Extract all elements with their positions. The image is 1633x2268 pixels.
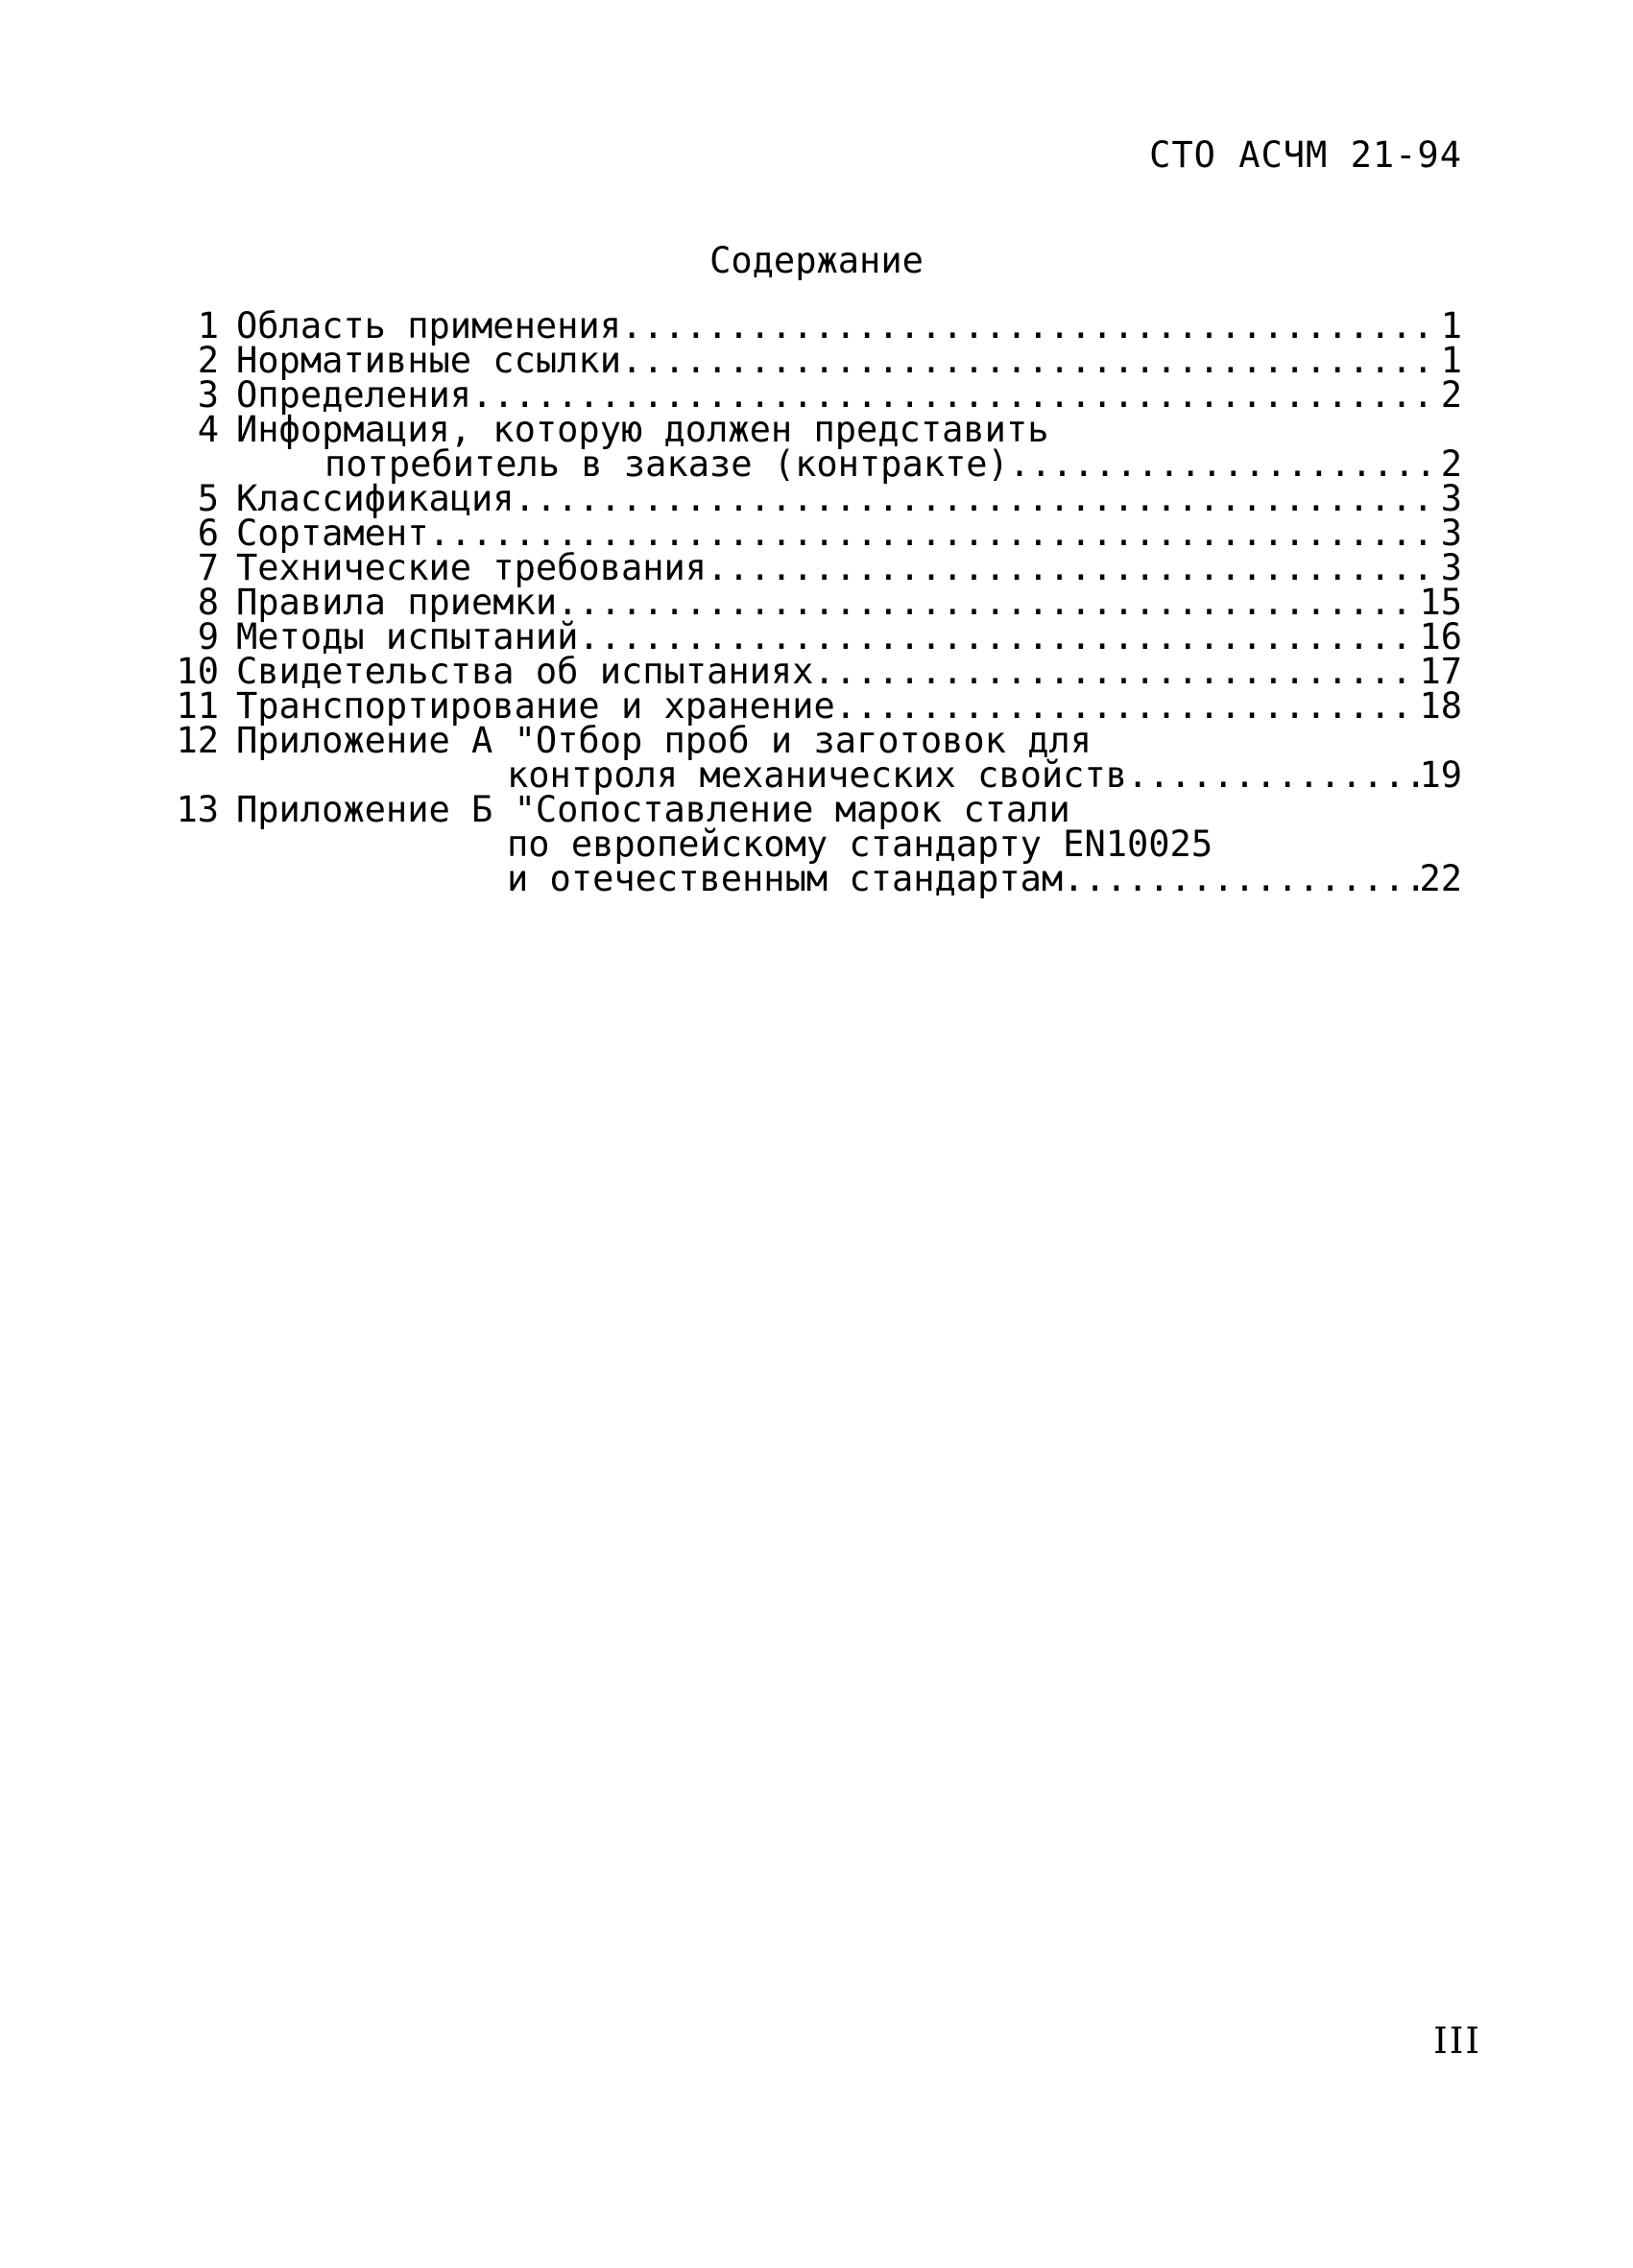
- toc-entry-page: 2: [1440, 374, 1462, 416]
- toc-entry-page: 16: [1419, 616, 1462, 657]
- toc-entry-number: 3: [197, 374, 219, 416]
- toc-entry-page: 15: [1419, 582, 1462, 623]
- toc-entry-page: 17: [1419, 651, 1462, 692]
- toc-entry-line: [171, 443, 1462, 485]
- toc-entry-line: [171, 513, 1462, 554]
- toc-entry-text: Нормативные ссылки: [236, 340, 621, 381]
- toc-leader-dots: [621, 344, 1441, 378]
- toc-entry-text: Правила приемки: [236, 582, 558, 623]
- toc-entry-number: 4: [197, 409, 219, 450]
- toc-entry-text: Технические требования: [236, 547, 708, 588]
- toc-entry-text: Приложение А "Отбор проб и заготовок для: [236, 720, 1093, 761]
- toc-entry-text: Сортамент: [236, 513, 429, 554]
- toc-entry-line: [171, 685, 1462, 727]
- toc-entry-number: 5: [197, 478, 219, 519]
- toc-entry-text: Информация, которую должен представить: [236, 409, 1049, 450]
- toc-entry-number: 9: [197, 616, 219, 657]
- toc-entry-number: 11: [176, 685, 219, 727]
- toc-entry-text: Методы испытаний: [236, 616, 579, 657]
- toc-entry-page: 3: [1440, 547, 1462, 588]
- toc-entry-page: 1: [1440, 340, 1462, 381]
- toc-entry-line: [171, 720, 1462, 761]
- toc-entry-text: контроля механических свойств: [507, 754, 1128, 796]
- toc-entry-page: 18: [1419, 685, 1462, 727]
- document-code: СТО АСЧМ 21-94: [1149, 134, 1462, 176]
- toc-leader-dots: [835, 689, 1420, 724]
- toc-entry-line: [171, 824, 1462, 865]
- toc-entry-number: 6: [197, 513, 219, 554]
- toc-entry-line: [171, 478, 1462, 519]
- toc-entry-number: 10: [176, 651, 219, 692]
- toc-entry-line: [171, 616, 1462, 657]
- toc-entry-text: Транспортирование и хранение: [236, 685, 835, 727]
- toc-entry-line: [171, 340, 1462, 381]
- toc-entry-text: Классификация: [236, 478, 515, 519]
- toc-title: Содержание: [709, 240, 924, 281]
- toc-leader-dots: [1127, 758, 1419, 793]
- toc-entry-page: 2: [1440, 443, 1462, 485]
- toc-entry-line: [171, 789, 1462, 830]
- toc-entry-text: Свидетельства об испытаниях: [236, 651, 814, 692]
- toc-leader-dots: [578, 620, 1419, 655]
- toc-entry-number: 13: [176, 789, 219, 830]
- toc-entry-line: [171, 547, 1462, 588]
- toc-entry-page: 3: [1440, 478, 1462, 519]
- toc-entry-text: по европейскому стандарту EN10025: [507, 824, 1213, 865]
- toc-leader-dots: [471, 378, 1441, 413]
- toc-entry-line: [171, 409, 1462, 450]
- toc-entry-line: [171, 651, 1462, 692]
- toc-entry-line: [171, 754, 1462, 796]
- toc-entry-text: Приложение Б "Сопоставление марок стали: [236, 789, 1070, 830]
- toc-entry-line: [171, 374, 1462, 416]
- toc-leader-dots: [515, 482, 1441, 516]
- toc-entry-line: [171, 858, 1462, 899]
- toc-leader-dots: [707, 551, 1441, 585]
- toc-entry-number: 12: [176, 720, 219, 761]
- toc-entry-number: 7: [197, 547, 219, 588]
- toc-leader-dots: [621, 309, 1441, 344]
- toc-entry-text: Область применения: [236, 305, 621, 346]
- toc-entry-number: 8: [197, 582, 219, 623]
- toc-entry-text: и отечественным стандартам: [507, 858, 1064, 899]
- toc-entry-text: Определения: [236, 374, 472, 416]
- toc-entry-number: 2: [197, 340, 219, 381]
- toc-entry-number: 1: [197, 305, 219, 346]
- toc-entry-page: 22: [1419, 858, 1462, 899]
- toc-entry-line: [171, 305, 1462, 346]
- toc-leader-dots: [1063, 862, 1419, 896]
- toc-entry-page: 3: [1440, 513, 1462, 554]
- toc-leader-dots: [557, 585, 1419, 620]
- toc-entry-line: [171, 582, 1462, 623]
- toc-leader-dots: [428, 516, 1440, 551]
- toc-leader-dots: [1009, 447, 1441, 482]
- page-number: III: [1433, 2020, 1481, 2062]
- toc-entry-page: 19: [1419, 754, 1462, 796]
- table-of-contents: [171, 305, 1462, 899]
- toc-entry-page: 1: [1440, 305, 1462, 346]
- toc-entry-text: потребитель в заказе (контракте): [324, 443, 1009, 485]
- toc-leader-dots: [813, 655, 1419, 689]
